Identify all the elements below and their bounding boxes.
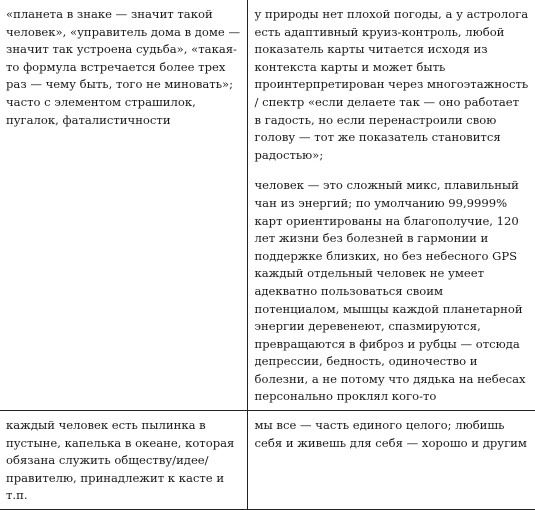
cell-paragraph: «планета в знаке — значит такой человек», «управитель дома в доме — значит так устроена судьба», «такая-то формула встречается более трех раз — чему быть, того не миновать»; часто с элементом страшилок, пугалок, фаталистичности (6, 7, 241, 127)
table-cell-right (247, 411, 535, 510)
cell-paragraph: каждый человек есть пылинка в пустыне, капелька в океане, которая обязана служить обществу/идее/правителю, принадлежит к касте и т.п. (6, 418, 235, 503)
table-cell-left (0, 411, 247, 510)
table-cell-left (0, 0, 247, 411)
cell-paragraph: у природы нет плохой погоды, а у астролога есть адаптивный круиз-контроль, любой показатель карты читается исходя из контекста карты и может быть проинтерпретирован через многоэтажность / спектр «если делаете так — оно работает в гадость, но если перенастроили свою голову — тот же показатель становится радостью»; (254, 7, 529, 162)
cell-paragraph: человек — это сложный микс, плавильный чан из энергий; по умолчанию 99,9999% карт ориентированы на благополучие, 120 лет жизни без болезней в гармонии и поддержке близких, но без небесного GPS каждый отдельный человек не умеет адекватно пользоваться своим потенциалом, мышцы каждой планетарной энергии деревенеют, спазмируются, превращаются в фиброз и рубцы — отсюда депрессии, бедность, одиночество и болезни, а не потому что дядька на небесах персонально проклял кого-то (254, 178, 526, 404)
cell-paragraph: мы все — часть единого целого; любишь себя и живешь для себя — хорошо и другим (254, 418, 527, 450)
table-cell-right (247, 0, 535, 411)
table-row (0, 411, 535, 510)
